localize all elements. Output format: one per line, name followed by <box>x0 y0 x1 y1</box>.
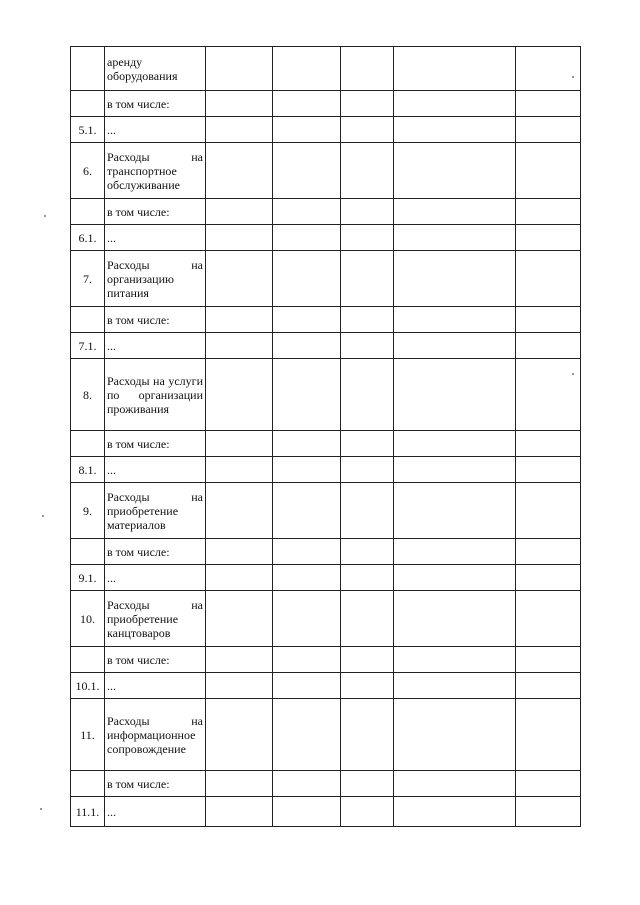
row-number: 5.1. <box>71 117 105 143</box>
table-row <box>71 797 581 827</box>
empty-cell <box>394 457 516 483</box>
empty-cell <box>516 539 581 565</box>
empty-cell <box>206 359 273 431</box>
empty-cell <box>206 457 273 483</box>
empty-cell <box>516 225 581 251</box>
empty-cell <box>516 143 581 199</box>
row-number: 10. <box>71 591 105 647</box>
empty-cell <box>206 251 273 307</box>
row-description: Расходы на информационное сопровождение <box>105 699 206 771</box>
empty-cell <box>273 797 341 827</box>
empty-cell <box>516 699 581 771</box>
row-description: в том числе: <box>105 199 206 225</box>
empty-cell <box>394 647 516 673</box>
empty-cell <box>273 457 341 483</box>
empty-cell <box>206 307 273 333</box>
empty-cell <box>273 565 341 591</box>
empty-cell <box>394 431 516 457</box>
empty-cell <box>394 539 516 565</box>
empty-cell <box>394 673 516 699</box>
table-row <box>71 251 581 307</box>
row-description: в том числе: <box>105 91 206 117</box>
scan-speck <box>42 515 44 517</box>
empty-cell <box>273 431 341 457</box>
empty-cell <box>273 307 341 333</box>
row-number: 7.1. <box>71 333 105 359</box>
empty-cell <box>206 673 273 699</box>
row-description: ... <box>105 565 206 591</box>
empty-cell <box>206 591 273 647</box>
empty-cell <box>341 333 394 359</box>
empty-cell <box>516 797 581 827</box>
empty-cell <box>206 483 273 539</box>
row-number: 10.1. <box>71 673 105 699</box>
table-row <box>71 699 581 771</box>
empty-cell <box>341 143 394 199</box>
table-row <box>71 673 581 699</box>
empty-cell <box>394 91 516 117</box>
row-description: в том числе: <box>105 647 206 673</box>
empty-cell <box>341 699 394 771</box>
empty-cell <box>516 483 581 539</box>
empty-cell <box>273 647 341 673</box>
empty-cell <box>341 591 394 647</box>
empty-cell <box>516 307 581 333</box>
table-row <box>71 359 581 431</box>
empty-cell <box>516 565 581 591</box>
row-number: 9. <box>71 483 105 539</box>
row-description: в том числе: <box>105 539 206 565</box>
empty-cell <box>516 359 581 431</box>
empty-cell <box>394 797 516 827</box>
table-row <box>71 431 581 457</box>
empty-cell <box>516 199 581 225</box>
row-number: 9.1. <box>71 565 105 591</box>
empty-cell <box>516 47 581 91</box>
empty-cell <box>516 431 581 457</box>
empty-cell <box>341 771 394 797</box>
empty-cell <box>516 591 581 647</box>
row-description: Расходы на приобретение канцтоваров <box>105 591 206 647</box>
empty-cell <box>273 199 341 225</box>
empty-cell <box>516 91 581 117</box>
row-number <box>71 307 105 333</box>
empty-cell <box>341 673 394 699</box>
empty-cell <box>394 251 516 307</box>
empty-cell <box>516 251 581 307</box>
empty-cell <box>341 483 394 539</box>
empty-cell <box>341 565 394 591</box>
table-row <box>71 225 581 251</box>
empty-cell <box>273 91 341 117</box>
empty-cell <box>394 771 516 797</box>
row-number <box>71 647 105 673</box>
empty-cell <box>394 591 516 647</box>
row-description: ... <box>105 333 206 359</box>
empty-cell <box>516 647 581 673</box>
scan-speck <box>572 76 574 78</box>
empty-cell <box>273 47 341 91</box>
row-description: ... <box>105 117 206 143</box>
table-row <box>71 457 581 483</box>
expense-table <box>70 46 581 827</box>
empty-cell <box>394 483 516 539</box>
empty-cell <box>341 47 394 91</box>
empty-cell <box>394 199 516 225</box>
table-row <box>71 91 581 117</box>
table-row <box>71 199 581 225</box>
empty-cell <box>206 333 273 359</box>
empty-cell <box>341 539 394 565</box>
empty-cell <box>273 771 341 797</box>
scan-speck <box>40 808 42 810</box>
table-row <box>71 591 581 647</box>
row-description: ... <box>105 225 206 251</box>
row-description: в том числе: <box>105 431 206 457</box>
row-number: 11.1. <box>71 797 105 827</box>
empty-cell <box>206 699 273 771</box>
empty-cell <box>206 117 273 143</box>
row-number: 7. <box>71 251 105 307</box>
empty-cell <box>273 143 341 199</box>
empty-cell <box>341 91 394 117</box>
table-row <box>71 771 581 797</box>
empty-cell <box>273 359 341 431</box>
empty-cell <box>273 699 341 771</box>
empty-cell <box>341 457 394 483</box>
empty-cell <box>341 251 394 307</box>
row-description: ... <box>105 673 206 699</box>
empty-cell <box>341 431 394 457</box>
table-row <box>71 565 581 591</box>
empty-cell <box>206 431 273 457</box>
empty-cell <box>341 199 394 225</box>
empty-cell <box>206 143 273 199</box>
scan-speck <box>572 373 574 375</box>
empty-cell <box>394 225 516 251</box>
empty-cell <box>516 333 581 359</box>
row-number <box>71 91 105 117</box>
empty-cell <box>341 797 394 827</box>
empty-cell <box>516 117 581 143</box>
empty-cell <box>394 117 516 143</box>
table-row <box>71 117 581 143</box>
empty-cell <box>273 539 341 565</box>
empty-cell <box>394 699 516 771</box>
row-number: 6.1. <box>71 225 105 251</box>
empty-cell <box>394 333 516 359</box>
empty-cell <box>341 307 394 333</box>
empty-cell <box>273 117 341 143</box>
table-row <box>71 143 581 199</box>
empty-cell <box>394 565 516 591</box>
empty-cell <box>206 647 273 673</box>
empty-cell <box>341 359 394 431</box>
empty-cell <box>394 307 516 333</box>
empty-cell <box>394 143 516 199</box>
row-number: 6. <box>71 143 105 199</box>
table-row <box>71 307 581 333</box>
row-description: в том числе: <box>105 307 206 333</box>
row-description: Расходы на услуги по организации проживания <box>105 359 206 431</box>
empty-cell <box>273 333 341 359</box>
table-row <box>71 333 581 359</box>
empty-cell <box>273 251 341 307</box>
row-number: 8.1. <box>71 457 105 483</box>
empty-cell <box>394 359 516 431</box>
row-number <box>71 431 105 457</box>
row-number: 11. <box>71 699 105 771</box>
empty-cell <box>273 225 341 251</box>
row-number: 8. <box>71 359 105 431</box>
row-description: ... <box>105 457 206 483</box>
row-description: ... <box>105 797 206 827</box>
empty-cell <box>206 91 273 117</box>
row-description: Расходы на приобретение материалов <box>105 483 206 539</box>
empty-cell <box>516 673 581 699</box>
row-description: Расходы на транспортное обслуживание <box>105 143 206 199</box>
empty-cell <box>341 117 394 143</box>
empty-cell <box>341 647 394 673</box>
empty-cell <box>516 771 581 797</box>
row-number <box>71 199 105 225</box>
empty-cell <box>206 797 273 827</box>
table-row <box>71 647 581 673</box>
empty-cell <box>273 483 341 539</box>
row-number <box>71 771 105 797</box>
empty-cell <box>516 457 581 483</box>
empty-cell <box>273 591 341 647</box>
empty-cell <box>341 225 394 251</box>
row-description: Расходы на организацию питания <box>105 251 206 307</box>
empty-cell <box>206 47 273 91</box>
empty-cell <box>394 47 516 91</box>
empty-cell <box>206 771 273 797</box>
table-row <box>71 539 581 565</box>
empty-cell <box>206 565 273 591</box>
row-number <box>71 539 105 565</box>
table-row <box>71 483 581 539</box>
row-number <box>71 47 105 91</box>
table-row <box>71 47 581 91</box>
scan-speck <box>44 215 46 217</box>
empty-cell <box>206 199 273 225</box>
row-description: в том числе: <box>105 771 206 797</box>
row-description: аренду оборудования <box>105 47 206 91</box>
empty-cell <box>273 673 341 699</box>
empty-cell <box>206 539 273 565</box>
empty-cell <box>206 225 273 251</box>
